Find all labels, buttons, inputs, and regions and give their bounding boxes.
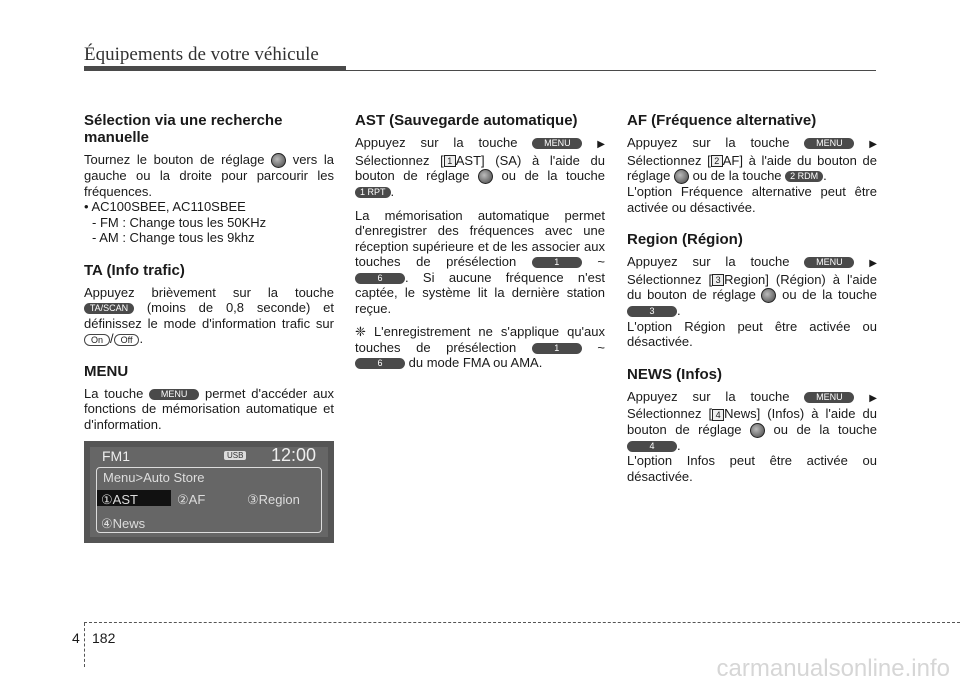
header-bar [84, 66, 346, 71]
ast-text-2: La mémorisation automatique permet d'enregistrer des fréquences avec une réception supérieure et de les associer aux touches de présélection 1 ~ 6 . Si aucune fréquence n'est captée, le système lit la dernière station reçue. [355, 207, 605, 316]
menu-button-icon: MENU [532, 138, 582, 149]
manual-search-text-b: vers la gauche ou la droite pour parcourir les fréquences. [84, 152, 334, 199]
menu-text-b: permet d'accéder aux fonctions de mémorisation automatique et d'information. [84, 385, 334, 432]
section-ta-title: TA (Info trafic) [84, 261, 185, 279]
region-text-1c: Region] (Région) à l'aide du bouton de réglage [627, 271, 877, 303]
model-bullet: • AC100SBEE, AC110SBEE [84, 199, 246, 215]
af-text-1: Appuyez sur la touche MENU ▶ Sélectionnez [ 2 AF] à l'aide du bouton de réglage ou de la touche 2 RDM . [627, 135, 877, 183]
section-menu-title: MENU [84, 362, 129, 380]
ast-text-1c: AST] (SA) à l'aide du bouton de réglage [355, 152, 605, 183]
arrow-right-icon: ▶ [869, 139, 877, 150]
display-item-region: ③Region [247, 492, 300, 507]
fm-step: - FM : Change tous les 50KHz [92, 214, 267, 230]
region-text-1b: Sélectionnez [ [627, 271, 713, 287]
menu-button-icon: MENU [804, 257, 854, 268]
af-text-2: L'option Fréquence alternative peut être activée ou désactivée. [627, 184, 877, 215]
arrow-right-icon: ▶ [597, 139, 605, 150]
section-manual-search-title: Sélection via une recherche manuelle [84, 112, 283, 146]
manual-search-text-a: Tournez le bouton de réglage [84, 152, 265, 167]
display-menu-box [96, 467, 322, 533]
page-number: 182 [92, 630, 116, 646]
ast-text-2b: . Si aucune fréquence n'est captée, le système lit la dernière station reçue. [355, 269, 605, 316]
preset-6-button-icon: 6 [355, 358, 405, 369]
column-2 [355, 112, 605, 371]
display-item-news: ④News [101, 516, 146, 531]
ast-note: ❈ L'enregistrement ne s'applique qu'aux touches de présélection 1 ~ 6 du mode FMA ou AMA. [355, 324, 605, 371]
page-header-title: Équipements de votre véhicule [84, 44, 319, 65]
tune-knob-icon [674, 169, 689, 184]
ast-text-1a: Appuyez sur la touche [355, 135, 518, 150]
news-text-1: Appuyez sur la touche MENU ▶ Sélectionnez [ 4 News] (Infos) à l'aide du bouton de réglage ou de la touche 4 . [627, 388, 878, 453]
number-3-icon: 3 [712, 274, 724, 286]
am-step: - AM : Change tous les 9khz [92, 230, 255, 246]
preset-3-button-icon: 3 [627, 306, 677, 317]
menu-button-icon: MENU [149, 389, 199, 400]
arrow-right-icon: ▶ [869, 258, 877, 270]
af-text-1b: Sélectionnez [ [627, 152, 711, 168]
number-4-icon: 4 [712, 409, 724, 421]
news-text-1a: Appuyez sur la touche [627, 388, 790, 404]
preset-6-button-icon: 6 [355, 273, 405, 284]
tune-knob-icon [478, 169, 493, 184]
preset-1-button-icon: 1 [532, 257, 582, 268]
region-text-1d: ou de la touche [782, 287, 877, 303]
news-text-1c: News] (Infos) à l'aide du bouton de réglage [627, 406, 877, 437]
af-text-1c: AF] à l'aide du bouton de réglage [627, 152, 877, 183]
tune-knob-icon [271, 153, 286, 168]
number-2-icon: 2 [711, 155, 723, 167]
off-pill-icon: Off [114, 334, 140, 346]
radio-display-illustration [84, 441, 334, 543]
ta-text-b: (moins de 0,8 seconde) et définissez le mode d'information trafic sur [84, 300, 334, 331]
display-band: FM1 [102, 448, 130, 464]
display-item-af: ②AF [177, 492, 206, 507]
ast-note-b: du mode FMA ou AMA. [408, 355, 543, 371]
footer-vertical-rule [84, 623, 85, 667]
ta-text: Appuyez brièvement sur la touche TA/SCAN (moins de 0,8 seconde) et définissez le mode d'information trafic sur On / Off . [84, 284, 334, 347]
menu-text-a: La touche [84, 385, 144, 401]
menu-text [84, 386, 334, 433]
footer-rule [84, 622, 960, 624]
preset-4-button-icon: 4 [627, 441, 677, 452]
tune-knob-icon [750, 423, 765, 438]
ta-scan-button-icon: TA/SCAN [84, 303, 134, 314]
preset-1-button-icon: 1 [532, 343, 582, 354]
news-text-1b: Sélectionnez [ [627, 406, 713, 422]
ast-text-1: Appuyez sur la touche MENU ▶ Sélectionnez [ 1 AST] (SA) à l'aide du bouton de réglage ou de la touche 1 RPT . [355, 135, 606, 200]
ast-note-a: ❈ L'enregistrement ne s'applique qu'aux touches de présélection [355, 324, 605, 355]
display-clock: 12:00 [270, 445, 316, 465]
news-text-2: L'option Infos peut être activée ou désactivée. [627, 453, 877, 484]
column-3 [627, 112, 877, 484]
rdm-button-icon: 2 RDM [785, 171, 823, 182]
section-region-title: Region (Région) [627, 231, 743, 249]
region-text-2: L'option Région peut être activée ou désactivée. [627, 318, 877, 350]
header-rule [346, 70, 876, 71]
display-item-ast: ①AST [101, 492, 138, 507]
section-news-title: NEWS (Infos) [627, 365, 722, 383]
arrow-right-icon: ▶ [869, 392, 877, 404]
number-1-icon: 1 [444, 155, 456, 167]
radio-display-inner [90, 447, 328, 537]
column-1 [84, 112, 334, 432]
rpt-button-icon: 1 RPT [355, 187, 391, 198]
tune-knob-icon [761, 288, 776, 303]
menu-button-icon: MENU [804, 392, 854, 403]
usb-icon: USB [224, 451, 246, 460]
ast-text-2a: La mémorisation automatique permet d'enregistrer des fréquences avec une réception supérieure et de les associer aux touches de présélection [355, 207, 605, 270]
display-status-bar [98, 447, 320, 465]
ta-text-a: Appuyez brièvement sur la touche [84, 284, 334, 300]
news-text-1d: ou de la touche [773, 421, 878, 437]
af-text-1a: Appuyez sur la touche [627, 135, 790, 150]
on-pill-icon: On [84, 334, 110, 346]
chapter-number: 4 [72, 630, 80, 646]
region-text-1: Appuyez sur la touche MENU ▶ Sélectionnez [ 3 Region] (Région) à l'aide du bouton de réglage ou de la touche 3 . [627, 254, 877, 319]
section-ast-title: AST (Sauvegarde automatique) [355, 112, 578, 129]
watermark: carmanualsonline.info [716, 655, 950, 682]
ast-text-1d: ou de la touche [501, 168, 606, 183]
manual-search-text [84, 152, 334, 199]
display-menu-path: Menu>Auto Store [103, 470, 205, 485]
menu-button-icon: MENU [804, 138, 854, 149]
af-text-1d: ou de la touche [692, 168, 782, 183]
region-text-1a: Appuyez sur la touche [627, 254, 790, 270]
section-af-title: AF (Fréquence alternative) [627, 112, 817, 129]
ast-text-1b: Sélectionnez [ [355, 152, 444, 168]
